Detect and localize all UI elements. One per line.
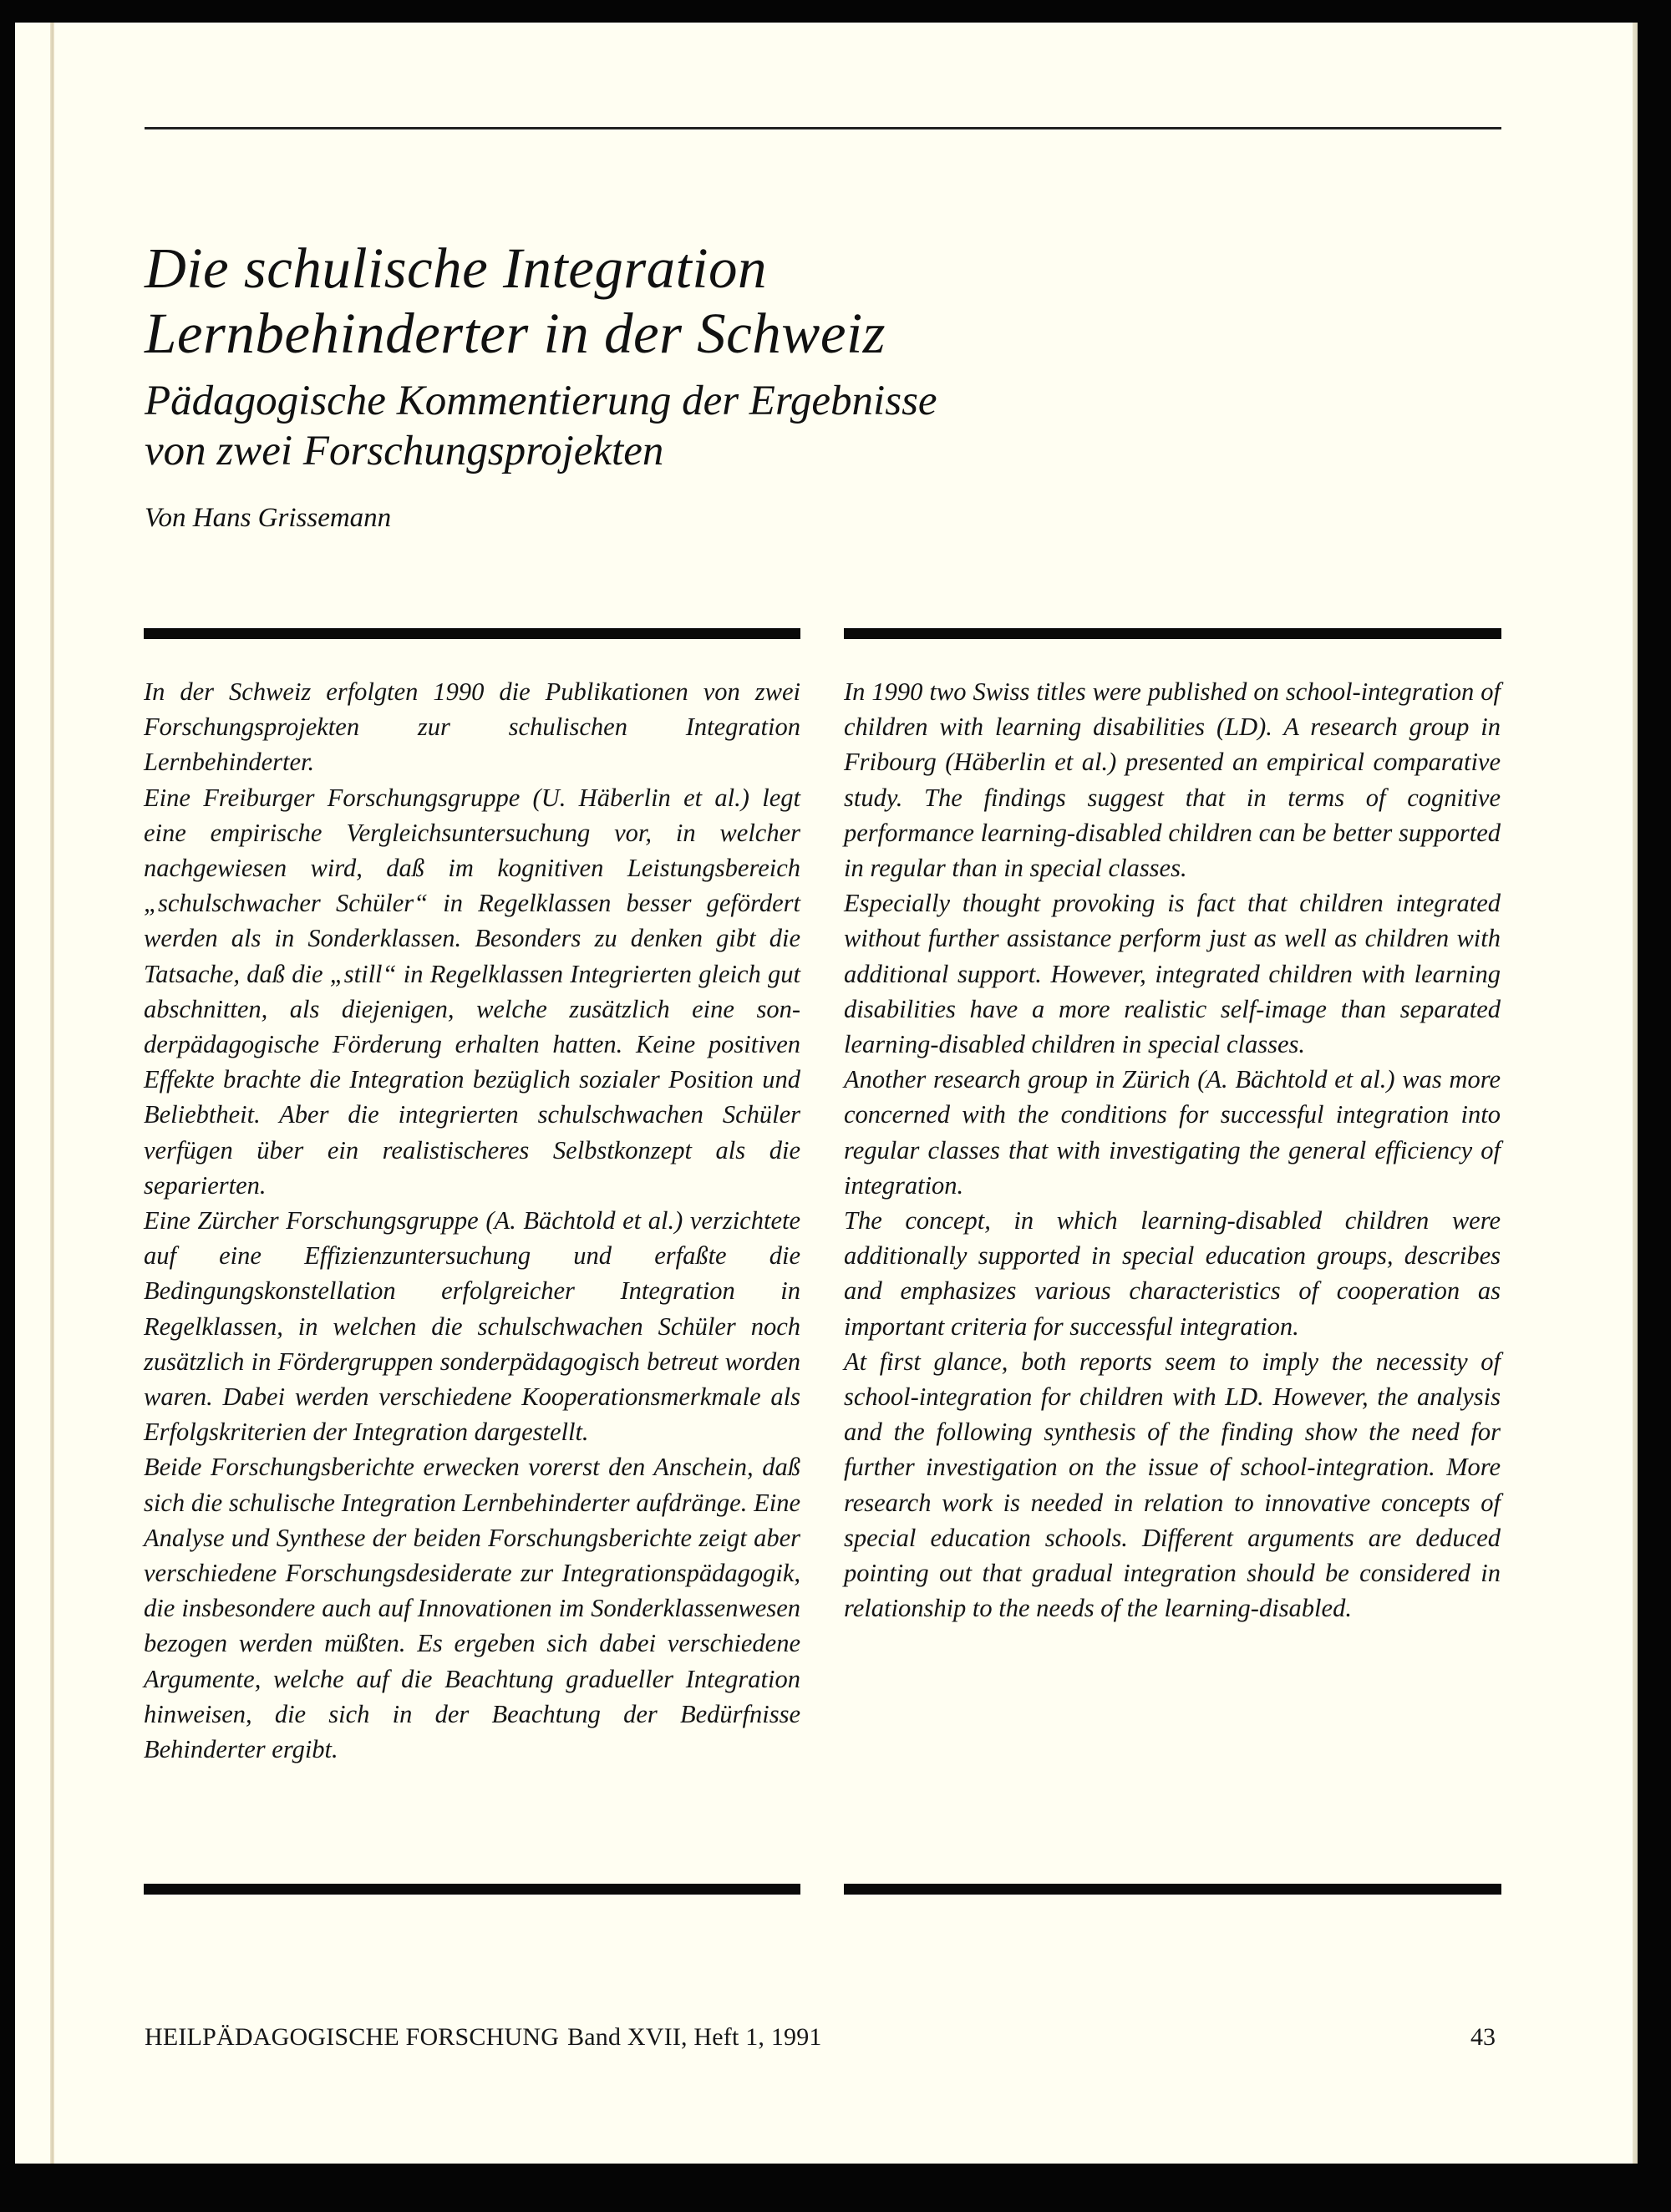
article-title [145, 236, 1398, 366]
running-footer [145, 2023, 822, 2052]
author-byline: Von Hans Grissemann [145, 503, 392, 533]
subtitle-line-2: von zwei Forschungsprojekten [145, 428, 664, 474]
page-number: 43 [1470, 2023, 1496, 2051]
abstract-en-paragraph: The concept, in which learning-disabled children were additionally supported in special education groups, describes and emphasizes various characteristics of cooperation as important criteria for successful integration. [844, 1206, 1501, 1341]
article-subtitle [145, 376, 1398, 476]
abstract-bottom-bar-left [144, 1884, 800, 1895]
abstract-de-paragraph: Eine Zürcher Forschungsgruppe (A. Bächtold et al.) verzichtete auf eine Effizienzuntersuchung und erfaßte die Bedingungskonstellation erfolgreicher Integration in Regelklassen, in welchen die schulschwachen Schüler noch zusätzlich in Fördergruppen sonderpädagogisch betreut worden waren. Dabei werden verschiedene Kooperationsmerkmale als Erfolgskriterien der Integration dargestellt. [144, 1206, 800, 1447]
abstract-de-paragraph: Eine Freiburger Forschungsgruppe (U. Häberlin et al.) legt eine empirische Vergleichsuntersuchung vor, in welcher nachgewiesen wird, daß im kognitiven Leistungsbereich „schulschwacher Schüler“ in Regelklassen besser gefördert werden als in Sonderklassen. Besonders zu denken gibt die Tatsache, daß die „still“ in Regelklassen Integrierten gleich gut abschnitten, als diejenigen, welche zusätzlich eine sonderpädagogische Förderung erhalten hatten. Keine positiven Effekte brachte die Integration bezüglich sozialer Position und Beliebtheit. Aber die integrierten schulschwachen Schüler verfügen über ein realistischeres Selbstkonzept als die separierten. [144, 783, 800, 1200]
page-edge [1633, 23, 1638, 2164]
binding-gutter [50, 23, 54, 2164]
journal-issue: Band XVII, Heft 1, 1991 [567, 2023, 822, 2051]
abstract-top-bar-left [144, 628, 800, 639]
abstract-en-paragraph: In 1990 two Swiss titles were published on school-integration of children with learning disabilities (LD). A research group in Fribourg (Häberlin et al.) presented an empirical comparative study. The findings suggest that in terms of cognitive performance learning-disabled children can be better supported in regular than in special classes. [844, 677, 1501, 883]
title-line-2: Lernbehinderter in der Schweiz [145, 302, 886, 365]
abstract-en-paragraph: Another research group in Zürich (A. Bächtold et al.) was more concerned with the conditions for successful integration into regular classes that with investigating the general efficiency of integration. [844, 1065, 1501, 1200]
abstract-english [844, 674, 1501, 1626]
abstract-top-bar-right [844, 628, 1501, 639]
journal-name: HEILPÄDAGOGISCHE FORSCHUNG [145, 2023, 560, 2051]
abstract-en-paragraph: At first glance, both reports seem to imply the necessity of school-integration for children with LD. However, the analysis and the following synthesis of the finding show the need for further investigation on the issue of school-integration. More research work is needed in relation to innovative concepts of special education schools. Different arguments are deduced pointing out that gradual integration should be considered in relationship to the needs of the learning-disabled. [844, 1347, 1501, 1623]
subtitle-line-1: Pädagogische Kommentierung der Ergebnisse [145, 378, 937, 424]
abstract-de-paragraph: Beide Forschungsberichte erwecken vorerst den Anschein, daß sich die schulische Integration Lernbehinderter aufdränge. Eine Analyse und Synthese der beiden Forschungsberichte zeigt aber verschiedene Forschungsdesiderate zur Integrationspädagogik, die insbesondere auch auf Innovationen im Sonderklassenwesen bezogen werden müßten. Es ergeben sich dabei verschiedene Argumente, welche auf die Beachtung gradueller Integration hinweisen, die sich in der Beachtung der Bedürfnisse Behinderter ergibt. [144, 1453, 800, 1764]
abstract-german [144, 674, 800, 1767]
title-line-1: Die schulische Integration [145, 236, 768, 300]
abstract-bottom-bar-right [844, 1884, 1501, 1895]
article-heading [145, 236, 1398, 535]
header-rule [145, 127, 1501, 129]
abstract-de-paragraph: In der Schweiz erfolgten 1990 die Publikationen von zwei Forschungsprojekten zur schulischen Integration Lernbehinderter. [144, 677, 800, 777]
journal-page [15, 23, 1638, 2164]
abstract-en-paragraph: Especially thought provoking is fact that children integrated without further assistance perform just as well as children with additional support. However, integrated children with learning disabilities have a more realistic self-image than separated learning-disabled children in special classes. [844, 889, 1501, 1059]
